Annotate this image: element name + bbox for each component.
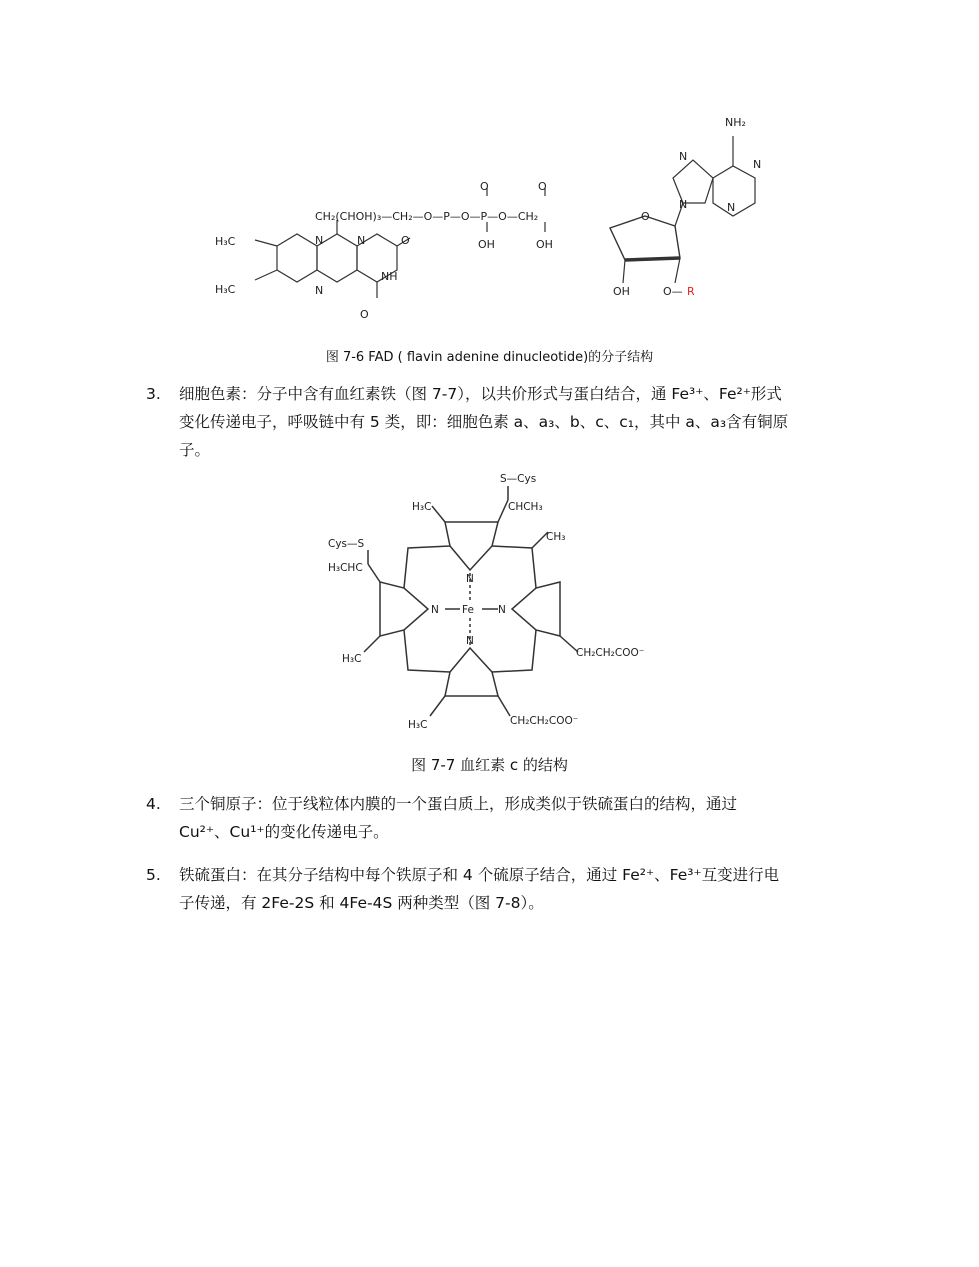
ch2ch2coo-label: CH₂CH₂COO⁻ <box>510 715 579 727</box>
n-label: N <box>727 201 736 214</box>
item-4-line-1: 三个铜原子：位于线粒体内膜的一个蛋白质上，形成类似于铁硫蛋白的结构，通过 <box>179 795 738 813</box>
h3c-label: H₃C <box>408 719 428 731</box>
heme-c-structure-figure <box>320 470 660 740</box>
o-label: O <box>360 308 369 321</box>
h3c-label-bottom: H₃C <box>215 283 236 296</box>
r-label: R <box>687 285 695 298</box>
nh-label: NH <box>381 270 398 283</box>
cys-s-label: Cys—S <box>328 538 365 550</box>
fad-chain-label: CH₂(CHOH)₃—CH₂—O—P—O—P—O—CH₂ <box>315 210 539 223</box>
item-3-line-2: 变化传递电子，呼吸链中有 5 类，即：细胞色素 a、a₃、b、c、c₁，其中 a、a₃含有铜原 <box>179 413 789 431</box>
n-label-right: N <box>498 604 506 616</box>
item-3-line-3: 子。 <box>179 441 211 459</box>
ch3-label: CH₃ <box>546 531 566 543</box>
list-number: 3. <box>146 385 161 403</box>
n-label: N <box>357 234 366 247</box>
n-label: N <box>315 284 324 297</box>
h3c-label: H₃C <box>412 501 432 513</box>
item-5-line-1: 铁硫蛋白：在其分子结构中每个铁原子和 4 个硫原子结合，通过 Fe²⁺、Fe³⁺互变进行电 <box>179 866 780 884</box>
item-4-line-2: Cu²⁺、Cu¹⁺的变化传递电子。 <box>179 823 389 841</box>
h3c-label-top: H₃C <box>215 235 236 248</box>
oh-label: OH <box>478 238 495 251</box>
n-label-bottom: N <box>466 635 474 647</box>
n-label: N <box>753 158 762 171</box>
h3chc-label: H₃CHC <box>328 562 363 574</box>
o-label: O <box>480 180 489 193</box>
n-label: N <box>679 198 688 211</box>
figure-7-6-caption: 图 7-6 FAD ( flavin adenine dinucleotide)的分子结构 <box>325 350 654 365</box>
o-label: O <box>641 210 650 223</box>
item-5-line-2: 子传递，有 2Fe-2S 和 4Fe-4S 两种类型（图 7-8）。 <box>179 894 544 912</box>
chch3-label: CHCH₃ <box>508 501 543 513</box>
h3c-label: H₃C <box>342 653 362 665</box>
list-number: 5. <box>146 866 161 884</box>
o-label: O <box>538 180 547 193</box>
fe-label: Fe <box>462 604 474 616</box>
figure-7-7-caption: 图 7-7 血红素 c 的结构 <box>411 756 568 774</box>
n-label: N <box>679 150 688 163</box>
oh-label: OH <box>536 238 553 251</box>
n-label-top: N <box>466 573 474 585</box>
oh-label: OH <box>613 285 630 298</box>
ch2ch2coo-label: CH₂CH₂COO⁻ <box>576 647 645 659</box>
nh2-label: NH₂ <box>725 116 746 129</box>
s-cys-label: S—Cys <box>500 473 537 485</box>
n-label-left: N <box>431 604 439 616</box>
item-3-line-1: 细胞色素：分子中含有血红素铁（图 7-7），以共价形式与蛋白结合，通 Fe³⁺、Fe²⁺形式 <box>179 385 782 403</box>
fad-structure-figure <box>205 108 785 323</box>
o-label: O <box>401 234 410 247</box>
n-label: N <box>315 234 324 247</box>
list-number: 4. <box>146 795 161 813</box>
o-r-label: O— <box>663 285 683 298</box>
